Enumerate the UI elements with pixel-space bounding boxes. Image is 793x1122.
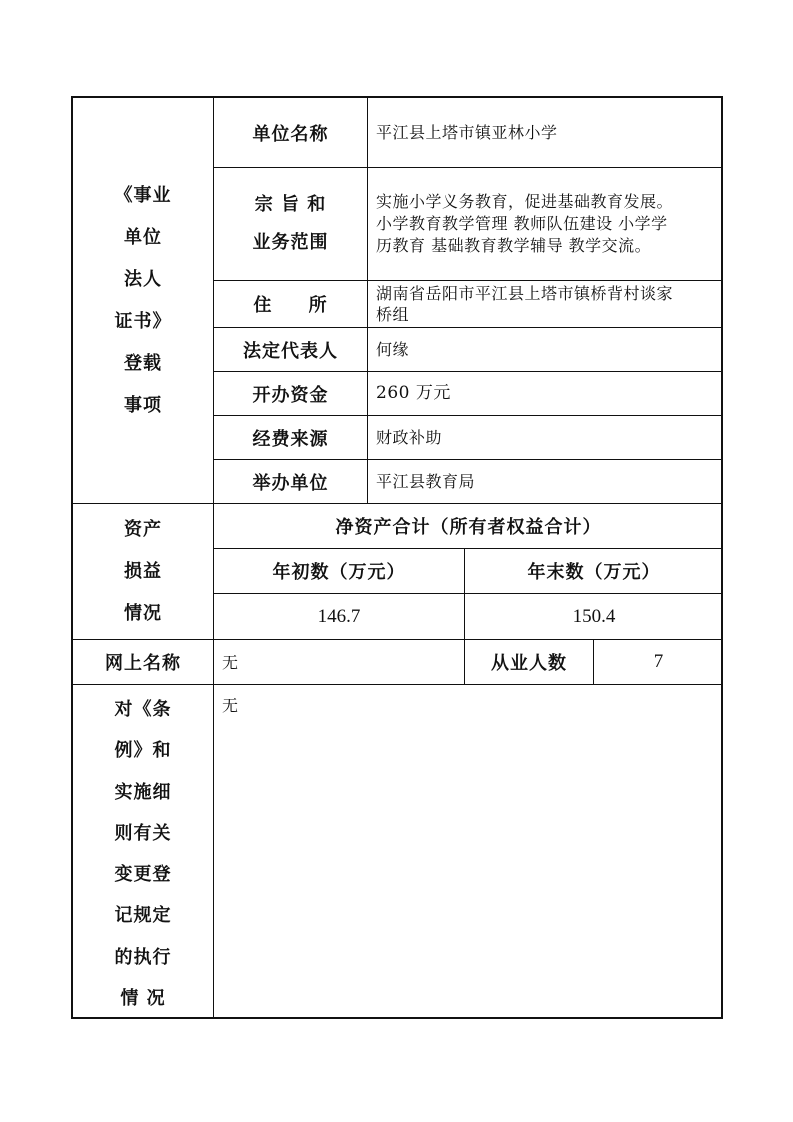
sponsor-value: 平江县教育局 xyxy=(368,460,723,504)
certificate-label-line: 单位 xyxy=(124,226,162,248)
funds-value: 260 万元 xyxy=(368,372,723,416)
net-assets-header: 净资产合计（所有者权益合计） xyxy=(214,504,723,549)
certificate-label-line: 法人 xyxy=(124,268,162,290)
assets-label: 资产 损益 情况 xyxy=(73,504,214,640)
employees-value: 7 xyxy=(594,640,723,685)
address-label: 住 所 xyxy=(214,281,368,328)
sponsor-label: 举办单位 xyxy=(214,460,368,504)
end-year-label: 年末数（万元） xyxy=(465,549,723,594)
funding-source-label: 经费来源 xyxy=(214,416,368,460)
annual-report-table xyxy=(71,96,723,1019)
certificate-label-line: 登载 xyxy=(124,352,162,374)
funds-label: 开办资金 xyxy=(214,372,368,416)
address-value: 湖南省岳阳市平江县上塔市镇桥背村谈家 桥组 xyxy=(368,281,723,328)
purpose-value: 实施小学义务教育，促进基础教育发展。 小学教育教学管理 教师队伍建设 小学学 历教育 基础教育教学辅导 教学交流。 xyxy=(368,168,723,281)
begin-year-value: 146.7 xyxy=(214,594,465,640)
online-name-value: 无 xyxy=(214,640,465,685)
unit-name-label: 单位名称 xyxy=(214,98,368,168)
begin-year-label: 年初数（万元） xyxy=(214,549,465,594)
certificate-label-line: 证书》 xyxy=(114,310,172,332)
legal-rep-value: 何缘 xyxy=(368,328,723,372)
compliance-label: 对《条 例》和 实施细 则有关 变更登 记规定 的执行 情 况 xyxy=(73,685,214,1017)
certificate-items-label xyxy=(73,98,214,504)
employees-label: 从业人数 xyxy=(465,640,594,685)
online-name-label: 网上名称 xyxy=(73,640,214,685)
unit-name-value: 平江县上塔市镇亚林小学 xyxy=(368,98,723,168)
purpose-label: 宗 旨 和 业务范围 xyxy=(214,168,368,281)
certificate-label-line: 《事业 xyxy=(114,184,172,206)
certificate-label-line: 事项 xyxy=(124,394,162,416)
legal-rep-label: 法定代表人 xyxy=(214,328,368,372)
end-year-value: 150.4 xyxy=(465,594,723,640)
compliance-value: 无 xyxy=(222,696,239,715)
funding-source-value: 财政补助 xyxy=(368,416,723,460)
